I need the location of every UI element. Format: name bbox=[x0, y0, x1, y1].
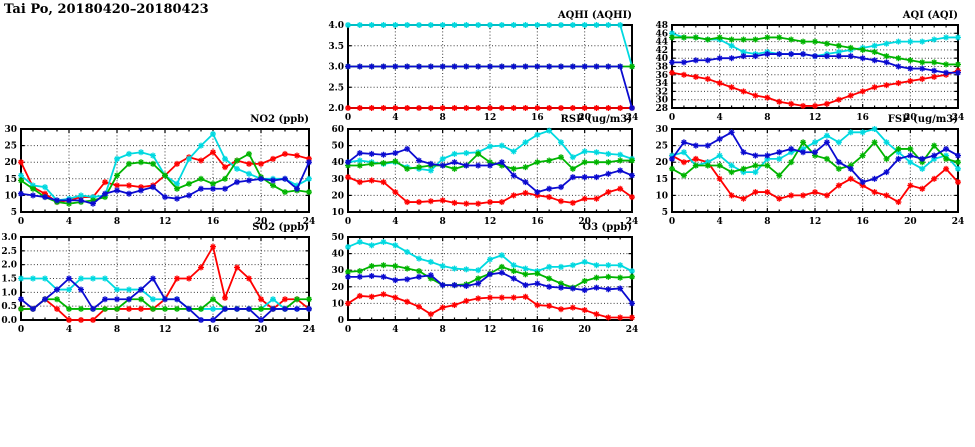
o3-plot-canvas bbox=[318, 221, 642, 338]
rsp-chart-title: RSP (ug/m3) bbox=[560, 114, 632, 125]
aqi-chart-title: AQI (AQI) bbox=[902, 10, 958, 21]
aqhi-chart bbox=[318, 9, 642, 126]
aqhi-chart-title: AQHI (AQHI) bbox=[557, 10, 632, 21]
no2-chart-title: NO2 (ppb) bbox=[250, 114, 309, 125]
page-title: Tai Po, 20180420–20180423 bbox=[4, 2, 209, 17]
no2-plot-canvas bbox=[0, 113, 319, 230]
fsp-chart bbox=[642, 113, 968, 230]
so2-chart-title: SO2 (ppb) bbox=[252, 222, 309, 233]
aqi-chart bbox=[642, 9, 968, 126]
no2-chart bbox=[0, 113, 319, 230]
o3-chart bbox=[318, 221, 642, 338]
so2-chart bbox=[0, 221, 319, 338]
fsp-plot-canvas bbox=[642, 113, 968, 230]
aqhi-plot-canvas bbox=[318, 9, 642, 126]
o3-chart-title: O3 (ppb) bbox=[582, 222, 632, 233]
aqi-plot-canvas bbox=[642, 9, 968, 126]
rsp-chart bbox=[318, 113, 642, 230]
so2-plot-canvas bbox=[0, 221, 319, 338]
fsp-chart-title: FSP (ug/m3) bbox=[887, 114, 958, 125]
rsp-plot-canvas bbox=[318, 113, 642, 230]
